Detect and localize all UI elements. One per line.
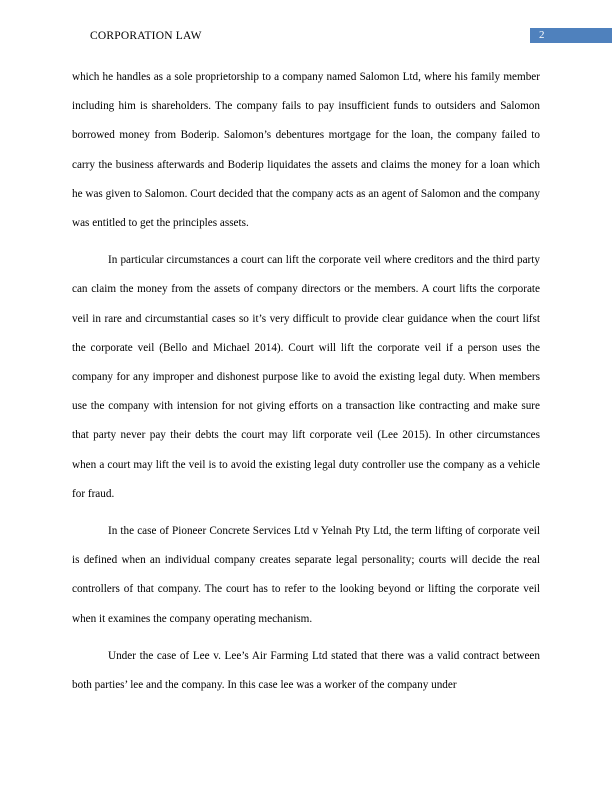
running-header-title: CORPORATION LAW — [90, 30, 202, 42]
paragraph-4: Under the case of Lee v. Lee’s Air Farming Ltd stated that there was a valid contract between both parties’ lee and the company. In this case lee was a worker of the company under — [72, 649, 540, 692]
page-number: 2 — [539, 29, 545, 41]
document-body — [72, 63, 540, 700]
paragraph-1: which he handles as a sole proprietorship to a company named Salomon Ltd, where his family member including him is shareholders. The company fails to pay insufficient funds to outsiders and Salomon borrowed money from Boderip. Salomon’s debentures mortgage for the loan, the company failed to carry the business afterwards and Boderip liquidates the assets and claims the money for a loan which he was given to Salomon. Court decided that the company acts as an agent of Salomon and the company was entitled to get the principles assets. — [72, 71, 540, 230]
paragraph-2: In particular circumstances a court can lift the corporate veil where creditors and the third party can claim the money from the assets of company directors or the members. A court lifts the corporate veil in rare and circumstantial cases so it’s very difficult to provide clear guidance when the court lifst the corporate veil (Bello and Michael 2014). Court will lift the corporate veil if a person uses the company for any improper and dishonest purpose like to avoid the existing legal duty. When members use the company with intension for not giving efforts on a transaction like contracting and make sure that party never pay their debts the court may lift corporate veil (Lee 2015). In other circumstances when a court may lift the veil is to avoid the existing legal duty controller use the company as a vehicle for fraud. — [72, 254, 540, 500]
paragraph-3: In the case of Pioneer Concrete Services Ltd v Yelnah Pty Ltd, the term lifting of corporate veil is defined when an individual company creates separate legal personality; courts will decide the real controllers of that company. The court has to refer to the looking beyond or lifting the corporate veil when it examines the company operating mechanism. — [72, 525, 540, 625]
page-number-badge — [530, 28, 612, 43]
